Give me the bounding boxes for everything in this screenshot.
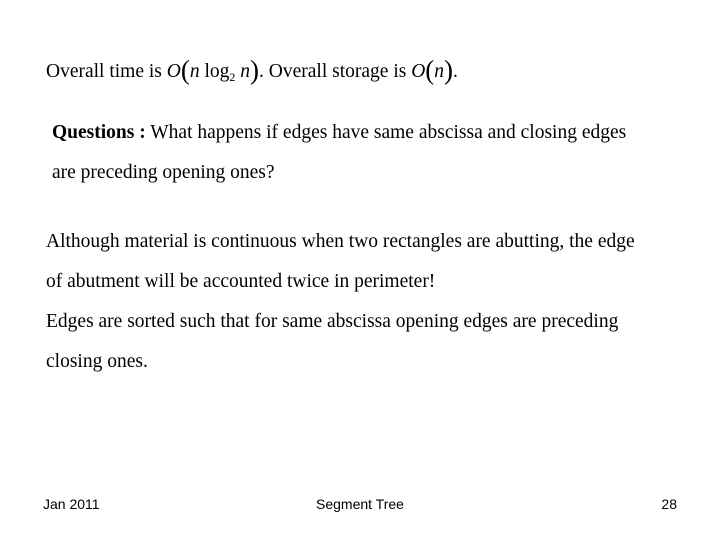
body-line-1	[46, 230, 635, 254]
footer-date: Jan 2011	[43, 496, 100, 512]
questions-line-2	[52, 161, 275, 185]
time-log-base: 2	[229, 70, 236, 84]
close-paren: )	[250, 55, 260, 85]
body-line-2	[46, 270, 435, 294]
storage-formula	[411, 55, 454, 85]
body-text-1: Although material is continuous when two rectangles are abutting, the edge	[46, 231, 635, 252]
footer-page-number: 28	[661, 496, 677, 512]
storage-n: n	[434, 61, 445, 82]
time-formula	[166, 55, 260, 85]
body-text-3: Edges are sorted such that for same abscissa opening edges are preceding	[46, 311, 619, 332]
time-big-o: O	[166, 61, 181, 82]
questions-label: Questions :	[52, 122, 146, 143]
footer-title: Segment Tree	[316, 496, 404, 512]
storage-big-o: O	[411, 61, 426, 82]
close-paren: )	[444, 55, 454, 85]
complexity-text-1: Overall time is	[46, 61, 162, 82]
time-log: log	[204, 61, 230, 82]
body-text-2: of abutment will be accounted twice in perimeter!	[46, 271, 436, 292]
complexity-text-3: .	[453, 61, 458, 82]
body-text-4: closing ones.	[46, 351, 148, 372]
body-line-4	[46, 350, 148, 374]
open-paren: (	[425, 55, 435, 85]
body-line-3	[46, 310, 618, 334]
open-paren: (	[180, 55, 190, 85]
complexity-line	[46, 56, 458, 89]
questions-text-2: are preceding opening ones?	[52, 162, 275, 183]
time-n: n	[189, 61, 200, 82]
questions-text-1: What happens if edges have same abscissa and closing edges	[150, 122, 627, 143]
questions-line-1	[52, 121, 626, 145]
complexity-text-2: . Overall storage is	[259, 61, 407, 82]
time-n2: n	[240, 61, 251, 82]
